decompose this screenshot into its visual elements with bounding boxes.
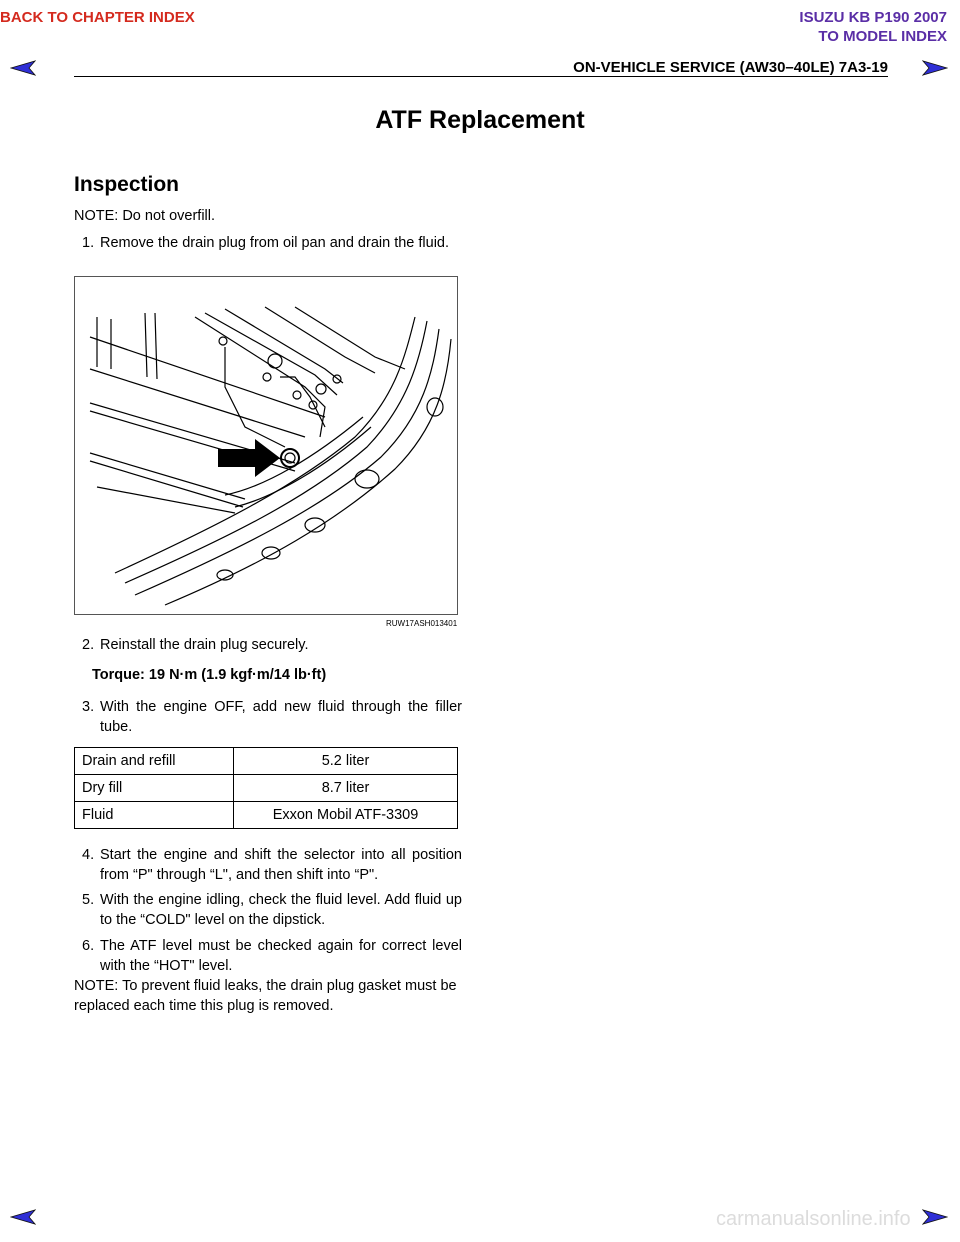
previous-page-arrow-icon[interactable] — [10, 1209, 36, 1225]
section-heading: Inspection — [74, 173, 180, 196]
watermark: carmanualsonline.info — [716, 1208, 911, 1230]
step-number: 5. — [82, 892, 95, 908]
step-5 — [82, 890, 462, 930]
step-2 — [82, 635, 462, 655]
table-cell-value: 5.2 liter — [234, 748, 458, 775]
next-page-arrow-icon[interactable] — [922, 60, 948, 76]
step-text: The ATF level must be checked again for correct level with the “HOT" level. — [100, 938, 462, 974]
step-text: Start the engine and shift the selector into all position from “P" through “L", and then shift into “P". — [100, 847, 462, 883]
step-text: With the engine idling, check the fluid level. Add fluid up to the “COLD" level on the dipstick. — [100, 892, 462, 928]
table-cell-label: Drain and refill — [75, 748, 234, 775]
table-row — [75, 748, 458, 775]
figure-code: RUW17ASH013401 — [386, 619, 458, 628]
next-page-arrow-icon[interactable] — [922, 1209, 948, 1225]
model-index-link[interactable]: ISUZU KB P190 2007 — [799, 9, 947, 26]
step-6 — [82, 936, 462, 976]
drain-plug-illustration — [75, 277, 457, 614]
step-4 — [82, 845, 462, 885]
table-cell-label: Fluid — [75, 802, 234, 829]
step-number: 3. — [82, 699, 95, 715]
step-number: 4. — [82, 847, 95, 863]
previous-page-arrow-icon[interactable] — [10, 60, 36, 76]
fluid-capacity-table — [74, 747, 458, 829]
note-do-not-overfill: NOTE: Do not overfill. — [74, 208, 216, 224]
table-cell-label: Dry fill — [75, 775, 234, 802]
step-number: 6. — [82, 938, 95, 954]
table-row — [75, 802, 458, 829]
step-number: 1. — [82, 235, 95, 251]
running-header: ON-VEHICLE SERVICE (AW30–40LE) 7A3-19 — [573, 59, 888, 76]
step-number: 2. — [82, 637, 95, 653]
page-title: ATF Replacement — [375, 106, 585, 134]
table-cell-value: Exxon Mobil ATF-3309 — [234, 802, 458, 829]
table-cell-value: 8.7 liter — [234, 775, 458, 802]
table-row — [75, 775, 458, 802]
drain-plug-figure — [74, 276, 458, 615]
step-text: Reinstall the drain plug securely. — [100, 637, 309, 653]
step-1 — [82, 233, 462, 253]
step-text: With the engine OFF, add new fluid through the filler tube. — [100, 699, 462, 735]
torque-spec: Torque: 19 N·m (1.9 kgf·m/14 lb·ft) — [92, 667, 327, 683]
header-rule — [74, 76, 888, 77]
to-model-index-link[interactable]: TO MODEL INDEX — [818, 28, 947, 45]
back-to-chapter-index-link[interactable]: BACK TO CHAPTER INDEX — [0, 9, 195, 26]
step-text: Remove the drain plug from oil pan and drain the fluid. — [100, 235, 450, 251]
note-drain-plug-gasket: NOTE: To prevent fluid leaks, the drain plug gasket must be replaced each time this plug is removed. — [74, 978, 457, 1014]
step-3 — [82, 697, 462, 737]
